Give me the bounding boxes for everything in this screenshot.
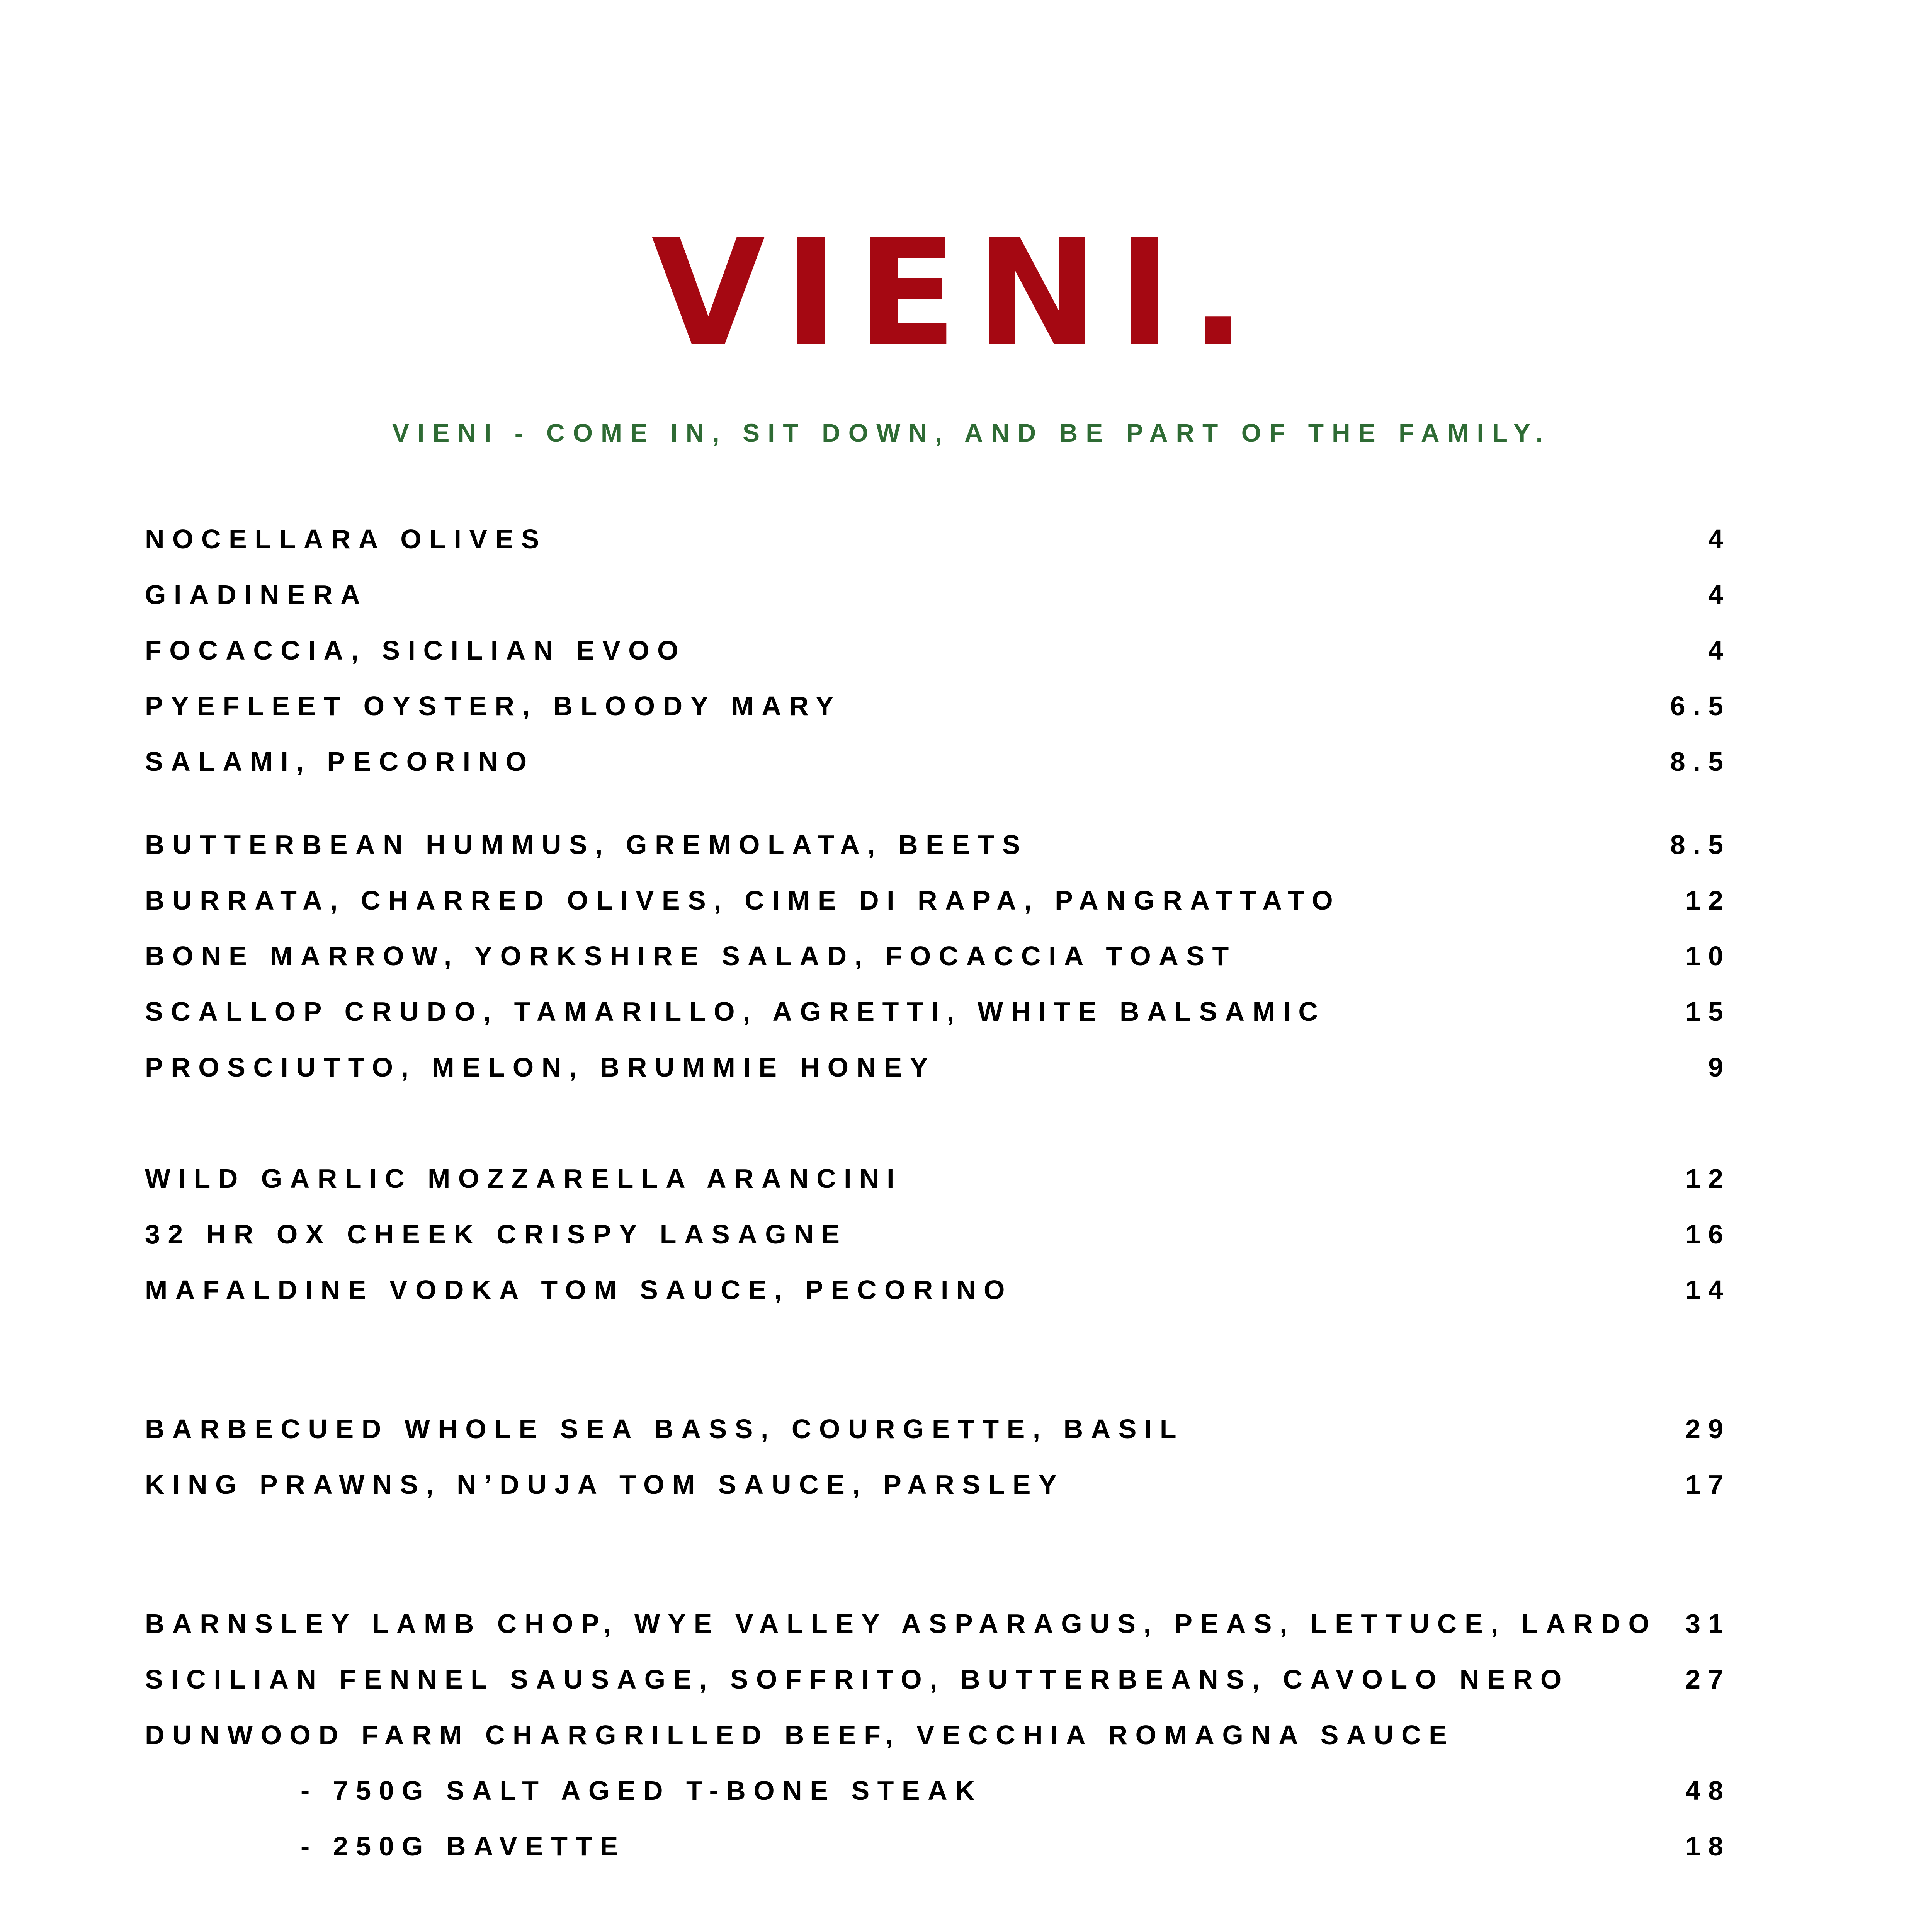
menu-item [145,744,1731,779]
menu-item-name: SALAMI, PECORINO [145,747,535,777]
tagline: VIENI - COME IN, SIT DOWN, AND BE PART OF THE FAMILY. [392,418,1551,447]
menu-item-price: 29 [1685,1414,1731,1444]
menu-item [145,1467,1731,1502]
menu-item-price: 27 [1685,1664,1731,1694]
menu-item [145,827,1731,862]
menu-item-price: 10 [1685,941,1731,971]
menu-item-price: 16 [1685,1219,1731,1249]
menu-item-price: 31 [1685,1609,1731,1639]
menu-item-name: BURRATA, CHARRED OLIVES, CIME DI RAPA, PANGRATTATO [145,885,1341,915]
menu-item [145,1050,1731,1085]
menu-item-name: BARBECUED WHOLE SEA BASS, COURGETTE, BASIL [145,1414,1185,1444]
menu-item-name: SICILIAN FENNEL SAUSAGE, SOFFRITO, BUTTERBEANS, CAVOLO NERO [145,1664,1569,1694]
menu-item [145,522,1731,556]
menu-item [145,939,1731,973]
page-title: VIENI. [651,208,1265,379]
menu-item-name: KING PRAWNS, N’DUJA TOM SAUCE, PARSLEY [145,1469,1065,1500]
menu-item [145,689,1731,723]
menu-item-price: 4 [1708,580,1731,610]
menu-item-name: DUNWOOD FARM CHARGRILLED BEEF, VECCHIA ROMAGNA SAUCE [145,1720,1455,1750]
menu-item [145,1718,1723,1752]
menu-item-price: 48 [1685,1776,1731,1806]
menu-item-price: 8.5 [1670,830,1731,860]
menu-item [145,1217,1731,1252]
menu-item-name: WILD GARLIC MOZZARELLA ARANCINI [145,1163,903,1194]
menu-item-price: 9 [1708,1052,1731,1082]
menu-item-name: MAFALDINE VODKA TOM SAUCE, PECORINO [145,1275,1013,1305]
menu-item-name: NOCELLARA OLIVES [145,524,547,554]
menu-item-price: 12 [1685,1163,1731,1194]
menu-item-price: 17 [1685,1469,1731,1500]
menu-item-price: 8.5 [1670,747,1731,777]
menu-item [145,994,1731,1029]
menu-item [145,883,1731,918]
menu-item-price: 15 [1685,997,1731,1027]
menu-item [145,1606,1731,1641]
menu-item-name: PYEFLEET OYSTER, BLOODY MARY [145,691,842,721]
menu-item-name: FOCACCIA, SICILIAN EVOO [145,635,686,665]
menu-item [145,1662,1731,1697]
menu-item [145,1412,1731,1446]
menu-item-name: - 250G BAVETTE [301,1831,626,1861]
menu-item-name: BONE MARROW, YORKSHIRE SALAD, FOCACCIA TOAST [145,941,1237,971]
menu-item-price: 4 [1708,524,1731,554]
menu-item-name: BARNSLEY LAMB CHOP, WYE VALLEY ASPARAGUS, PEAS, LETTUCE, LARDO [145,1609,1658,1639]
menu-item-price: 4 [1708,635,1731,665]
menu-item [145,577,1731,612]
menu-sub-item [145,1773,1731,1808]
menu-item-name: GIADINERA [145,580,368,610]
menu-item-name: 32 HR OX CHEEK CRISPY LASAGNE [145,1219,848,1249]
menu-item [145,1161,1731,1196]
menu-item-price: 18 [1685,1831,1731,1861]
menu-item-price: 12 [1685,885,1731,915]
menu-item-price: 6.5 [1670,691,1731,721]
menu-sub-item [145,1829,1731,1864]
menu-item-name: BUTTERBEAN HUMMUS, GREMOLATA, BEETS [145,830,1028,860]
menu-item-name: - 750G SALT AGED T-BONE STEAK [301,1776,983,1806]
menu-item [145,633,1731,668]
menu-item [145,1272,1731,1307]
menu-item-price: 14 [1685,1275,1731,1305]
menu-item-name: SCALLOP CRUDO, TAMARILLO, AGRETTI, WHITE BALSAMIC [145,997,1326,1027]
menu-item-name: PROSCIUTTO, MELON, BRUMMIE HONEY [145,1052,936,1082]
